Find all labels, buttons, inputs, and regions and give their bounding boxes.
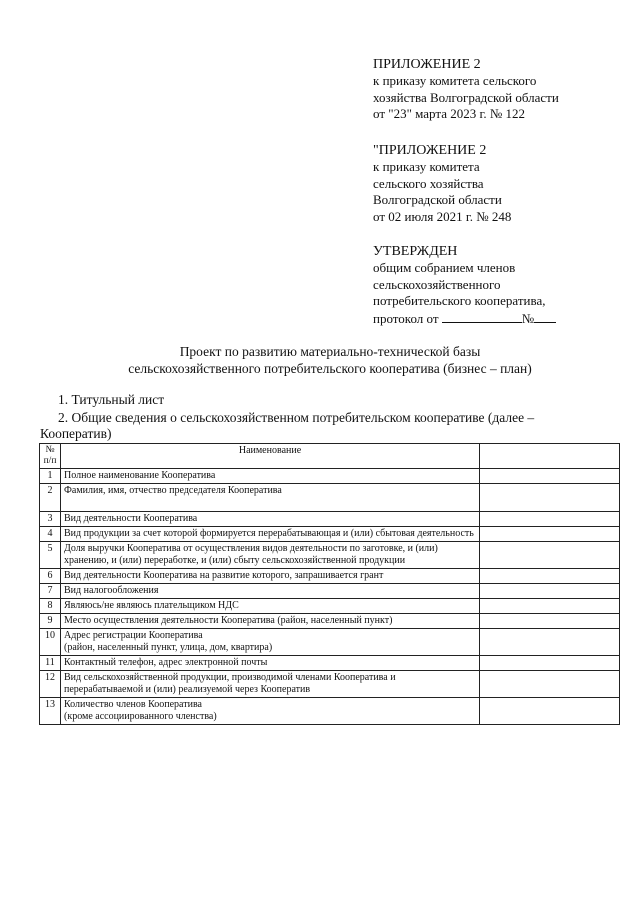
- name-header: Наименование: [61, 444, 480, 469]
- row-number: 5: [40, 542, 61, 569]
- row-name-line: (район, населенный пункт, улица, дом, квартира): [64, 642, 273, 653]
- approved-line: потребительского кооператива,: [373, 293, 546, 308]
- appendix-current-heading: ПРИЛОЖЕНИЕ 2: [373, 57, 481, 72]
- table-row: [40, 542, 620, 569]
- appendix-previous-line: от 02 июля 2021 г. № 248: [373, 208, 512, 224]
- protocol-number-sign: №: [521, 310, 535, 326]
- section-general-info: 2. Общие сведения о сельскохозяйственном потребительском кооперативе (далее –: [58, 410, 535, 425]
- table-row: [40, 584, 620, 599]
- row-number: 6: [40, 569, 61, 584]
- appendix-previous-heading: "ПРИЛОЖЕНИЕ 2: [373, 143, 487, 158]
- protocol-prefix: протокол от: [373, 310, 439, 326]
- row-name: Полное наименование Кооператива: [61, 469, 480, 484]
- row-number: 13: [40, 698, 61, 725]
- row-name: Фамилия, имя, отчество председателя Кооператива: [61, 484, 480, 512]
- row-value-cell[interactable]: [480, 584, 620, 599]
- row-number: 8: [40, 599, 61, 614]
- appendix-previous-line: сельского хозяйства: [373, 175, 484, 191]
- appendix-current-line: хозяйства Волгоградской области: [373, 89, 559, 105]
- protocol-line: [373, 310, 633, 328]
- row-value-cell[interactable]: [480, 656, 620, 671]
- row-name: Вид сельскохозяйственной продукции, производимой членами Кооператива и перерабатываемой и (или) реализуемой через Кооператив: [61, 671, 480, 698]
- table-row: [40, 671, 620, 698]
- row-value-cell[interactable]: [480, 629, 620, 656]
- row-number: 9: [40, 614, 61, 629]
- table-row: [40, 512, 620, 527]
- row-value-cell[interactable]: [480, 569, 620, 584]
- table-row: [40, 614, 620, 629]
- value-header: [480, 444, 620, 469]
- row-name-line: Количество членов Кооператива: [64, 699, 202, 710]
- row-name: [61, 698, 480, 725]
- protocol-date-blank: [442, 310, 522, 323]
- appendix-previous-block: [373, 142, 633, 225]
- row-number: 7: [40, 584, 61, 599]
- appendix-previous-line: к приказу комитета: [373, 159, 480, 174]
- row-value-cell[interactable]: [480, 542, 620, 569]
- table-row: [40, 527, 620, 542]
- row-name: Вид налогообложения: [61, 584, 480, 599]
- row-name: Доля выручки Кооператива от осуществления видов деятельности по заготовке, и (или) хранению, и (или) переработке, и (или) сбыту сельскохозяйственной продукции: [61, 542, 480, 569]
- approved-heading: УТВЕРЖДЕН: [373, 244, 458, 259]
- table-row: [40, 599, 620, 614]
- row-value-cell[interactable]: [480, 698, 620, 725]
- row-number: 10: [40, 629, 61, 656]
- row-number: 2: [40, 484, 61, 512]
- row-name: Место осуществления деятельности Кооператива (район, населенный пункт): [61, 614, 480, 629]
- num-header-symbol: №: [45, 445, 55, 455]
- title-line: Проект по развитию материально-технической базы: [179, 344, 481, 359]
- row-number: 4: [40, 527, 61, 542]
- table-row: [40, 484, 620, 512]
- table-row: [40, 569, 620, 584]
- row-name: Контактный телефон, адрес электронной почты: [61, 656, 480, 671]
- row-value-cell[interactable]: [480, 599, 620, 614]
- title-line: сельскохозяйственного потребительского кооператива (бизнес – план): [128, 361, 532, 376]
- row-name: Вид деятельности Кооператива на развитие которого, запрашивается грант: [61, 569, 480, 584]
- table-header-row: [40, 444, 620, 469]
- num-header: [40, 444, 61, 469]
- row-name: Вид продукции за счет которой формируется перерабатывающая и (или) сбытовая деятельность: [61, 527, 480, 542]
- row-number: 12: [40, 671, 61, 698]
- cooperative-info-table: [39, 443, 620, 725]
- section-general-info-cont: Кооператив): [40, 426, 112, 441]
- row-name-line: Адрес регистрации Кооператива: [64, 630, 203, 641]
- appendix-current-line: от "23" марта 2023 г. № 122: [373, 106, 525, 121]
- row-value-cell[interactable]: [480, 469, 620, 484]
- row-number: 11: [40, 656, 61, 671]
- appendix-current-block: [373, 56, 633, 123]
- row-name: Являюсь/не являюсь плательщиком НДС: [61, 599, 480, 614]
- document-title: [60, 343, 600, 377]
- appendix-previous-line: Волгоградской области: [373, 192, 502, 207]
- row-value-cell[interactable]: [480, 614, 620, 629]
- num-header-abbr: п/п: [43, 456, 57, 466]
- row-value-cell[interactable]: [480, 671, 620, 698]
- row-name: Вид деятельности Кооператива: [61, 512, 480, 527]
- row-value-cell[interactable]: [480, 484, 620, 512]
- row-number: 3: [40, 512, 61, 527]
- table-row: [40, 698, 620, 725]
- row-number: 1: [40, 469, 61, 484]
- approved-line: сельскохозяйственного: [373, 276, 501, 292]
- table-row: [40, 656, 620, 671]
- protocol-number-blank: [534, 310, 556, 323]
- row-name-line: (кроме ассоциированного членства): [64, 711, 217, 722]
- row-value-cell[interactable]: [480, 512, 620, 527]
- row-value-cell[interactable]: [480, 527, 620, 542]
- section-title-page: 1. Титульный лист: [58, 392, 165, 407]
- approved-block: [373, 243, 633, 327]
- table-row: [40, 469, 620, 484]
- approved-line: общим собранием членов: [373, 260, 516, 275]
- row-name: [61, 629, 480, 656]
- table-row: [40, 629, 620, 656]
- appendix-current-line: к приказу комитета сельского: [373, 73, 537, 88]
